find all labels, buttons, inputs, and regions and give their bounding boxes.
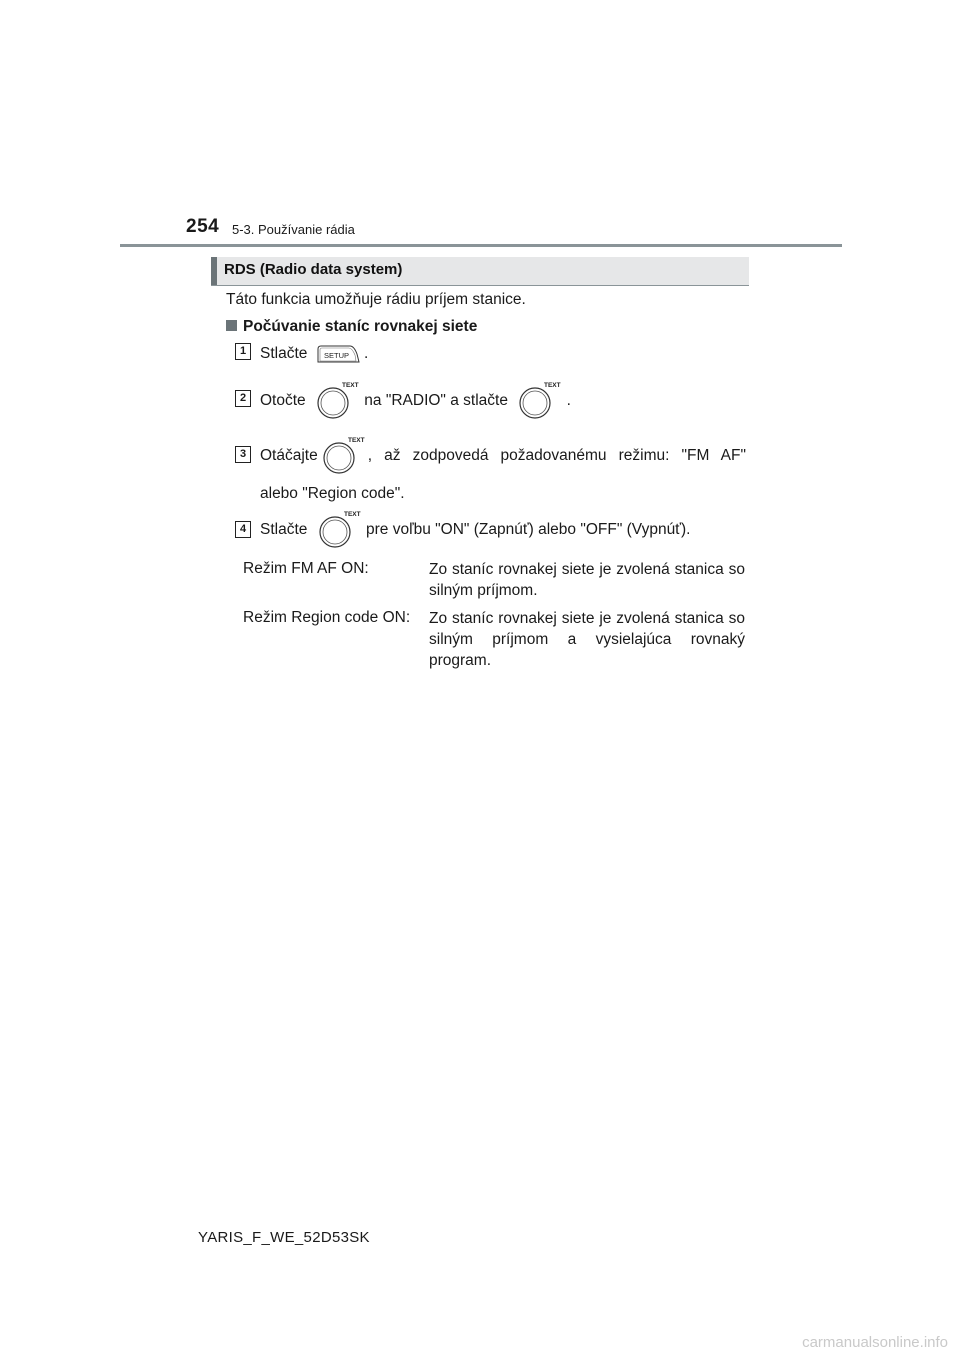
document-code: YARIS_F_WE_52D53SK — [198, 1229, 370, 1246]
intro-text: Táto funkcia umožňuje rádiu príjem stanice. — [226, 291, 526, 308]
step-3-text-a: Otáčajte — [260, 447, 318, 464]
step-1 — [260, 344, 368, 364]
step-1-text-a: Stlačte — [260, 345, 308, 363]
mode-desc-fm-af: Zo staníc rovnakej siete je zvolená stanica so silným príjmom. — [429, 561, 745, 599]
svg-text:TEXT: TEXT — [347, 437, 365, 444]
step-4-text-a: Stlačte — [260, 521, 308, 538]
svg-text:TEXT: TEXT — [544, 382, 561, 389]
text-knob-icon — [518, 381, 562, 421]
page-number: 254 — [186, 216, 220, 237]
step-number-1: 1 — [235, 343, 251, 360]
text-knob-icon — [322, 436, 366, 476]
title-accent — [211, 257, 217, 285]
step-4 — [260, 510, 690, 550]
step-3-text-c: alebo "Region code". — [260, 485, 405, 502]
setup-button-icon — [316, 344, 360, 364]
text-knob-icon — [316, 381, 360, 421]
step-2-text-a: Otočte — [260, 392, 306, 409]
svg-text:TEXT: TEXT — [341, 382, 359, 389]
step-2-text-b: na "RADIO" a stlačte — [364, 392, 508, 409]
svg-text:SETUP: SETUP — [323, 351, 349, 360]
header-divider — [120, 244, 842, 247]
watermark: carmanualsonline.info — [802, 1334, 948, 1351]
step-number-2: 2 — [235, 390, 251, 407]
section-breadcrumb: 5-3. Používanie rádia — [232, 222, 355, 237]
mode-desc-region-code: Zo staníc rovnakej siete je zvolená stanica so silným príjmom a vysielajúca rovnaký program. — [429, 610, 745, 669]
step-2 — [260, 381, 571, 421]
subheading-text: Počúvanie staníc rovnakej siete — [243, 318, 478, 335]
section-title: RDS (Radio data system) — [224, 261, 403, 278]
subheading — [226, 318, 477, 336]
text-knob-icon — [318, 510, 362, 550]
step-number-3: 3 — [235, 446, 251, 463]
mode-term-region-code: Režim Region code ON: — [243, 609, 411, 626]
step-1-text-b: . — [364, 345, 369, 363]
step-3 — [260, 436, 746, 503]
square-bullet-icon — [226, 320, 237, 331]
step-4-text-b: pre voľbu "ON" (Zapnúť) alebo "OFF" (Vypnúť). — [366, 521, 691, 538]
mode-term-fm-af: Režim FM AF ON: — [243, 560, 369, 577]
step-2-text-c: . — [566, 392, 571, 409]
step-number-4: 4 — [235, 521, 251, 538]
section-title-bar — [211, 257, 749, 286]
svg-text:TEXT: TEXT — [343, 511, 361, 518]
step-3-text-b: , až zodpovedá požadovanému režimu: "FM AF" — [367, 447, 746, 464]
